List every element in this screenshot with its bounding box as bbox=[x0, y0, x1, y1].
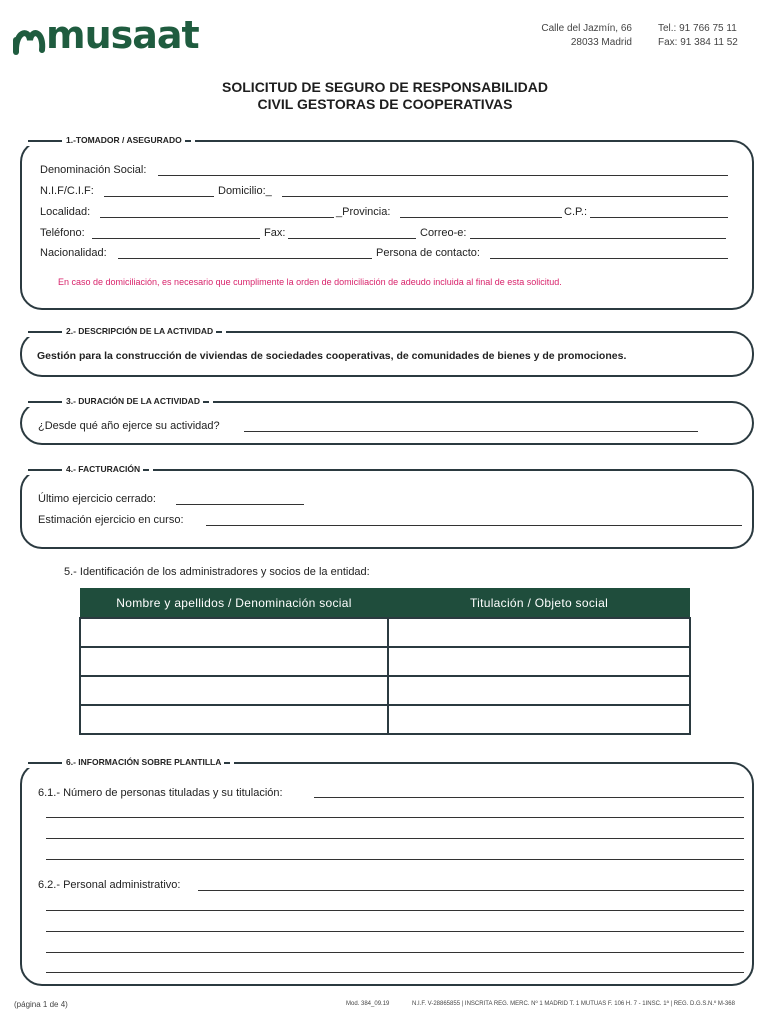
titulacion-cell[interactable] bbox=[388, 618, 690, 647]
section-duracion-heading: 3.- DURACIÓN DE LA ACTIVIDAD bbox=[24, 395, 213, 407]
mod-code: Mod. 384_09.19 bbox=[346, 1001, 390, 1007]
titulacion-cell[interactable] bbox=[388, 705, 690, 734]
fax-label: Fax: bbox=[264, 227, 286, 239]
nombre-cell[interactable] bbox=[80, 676, 388, 705]
estimacion-field[interactable] bbox=[206, 525, 742, 526]
tituladas-label: 6.1.- Número de personas tituladas y su titulación: bbox=[38, 787, 283, 799]
page-title-line2: CIVIL GESTORAS DE COOPERATIVAS bbox=[257, 96, 513, 112]
administrativo-line[interactable] bbox=[46, 931, 744, 932]
address-line2: 28033 Madrid bbox=[570, 37, 632, 48]
domicilio-label: Domicilio:_ bbox=[218, 185, 272, 197]
section-tomador-heading: 1.-TOMADOR / ASEGURADO bbox=[24, 134, 195, 146]
tituladas-field[interactable] bbox=[314, 797, 744, 798]
fax-field[interactable] bbox=[288, 238, 416, 239]
nombre-cell[interactable] bbox=[80, 647, 388, 676]
tel-text: Tel.: 91 766 75 11 bbox=[658, 23, 737, 34]
titulacion-cell[interactable] bbox=[388, 676, 690, 705]
nacionalidad-field[interactable] bbox=[118, 258, 372, 259]
column-header-nombre: Nombre y apellidos / Denominación social bbox=[80, 588, 388, 618]
logo-mark-icon bbox=[12, 18, 46, 58]
nombre-cell[interactable] bbox=[80, 618, 388, 647]
section-plantilla-heading: 6.- INFORMACIÓN SOBRE PLANTILLA bbox=[24, 756, 234, 768]
tituladas-line[interactable] bbox=[46, 817, 744, 818]
table-row bbox=[80, 647, 690, 676]
section-facturacion-heading: 4.- FACTURACIÓN bbox=[24, 463, 153, 475]
nif-field[interactable] bbox=[104, 196, 214, 197]
domiciliacion-note: En caso de domiciliación, es necesario que cumplimente la orden de domiciliación de adeudo incluida al final de esta solicitud. bbox=[58, 277, 562, 287]
contacto-field[interactable] bbox=[490, 258, 728, 259]
contact-block bbox=[658, 22, 758, 50]
telefono-label: Teléfono: bbox=[40, 227, 85, 239]
logo-text: musaat bbox=[46, 13, 199, 57]
table-row bbox=[80, 676, 690, 705]
denominacion-field[interactable] bbox=[158, 175, 728, 176]
desde-anio-label: ¿Desde qué año ejerce su actividad? bbox=[38, 420, 220, 432]
address-line1: Calle del Jazmín, 66 bbox=[541, 23, 632, 34]
tituladas-line[interactable] bbox=[46, 859, 744, 860]
nif-label: N.I.F/C.I.F: bbox=[40, 185, 94, 197]
page-title-line1: SOLICITUD DE SEGURO DE RESPONSABILIDAD bbox=[222, 79, 548, 95]
table-row bbox=[80, 618, 690, 647]
titulacion-cell[interactable] bbox=[388, 647, 690, 676]
administradores-table bbox=[79, 588, 691, 735]
correo-field[interactable] bbox=[470, 238, 726, 239]
table-row bbox=[80, 705, 690, 734]
domicilio-field[interactable] bbox=[282, 196, 728, 197]
cp-field[interactable] bbox=[590, 217, 728, 218]
administrativo-line[interactable] bbox=[46, 952, 744, 953]
section-actividad-heading: 2.- DESCRIPCIÓN DE LA ACTIVIDAD bbox=[24, 325, 226, 337]
nacionalidad-label: Nacionalidad: bbox=[40, 247, 107, 259]
musaat-logo bbox=[12, 13, 202, 58]
page-number: (página 1 de 4) bbox=[14, 1000, 68, 1009]
administrativo-line[interactable] bbox=[46, 910, 744, 911]
administrativo-label: 6.2.- Personal administrativo: bbox=[38, 879, 181, 891]
provincia-label: _Provincia: bbox=[336, 206, 391, 218]
section-facturacion-box bbox=[20, 469, 754, 549]
administradores-heading: 5.- Identificación de los administradores y socios de la entidad: bbox=[64, 566, 370, 578]
administrativo-line[interactable] bbox=[46, 972, 744, 973]
actividad-text: Gestión para la construcción de viviendas de sociedades cooperativas, de comunidades de bienes y de promociones. bbox=[37, 350, 627, 362]
localidad-label: Localidad: bbox=[40, 206, 91, 218]
localidad-field[interactable] bbox=[100, 217, 334, 218]
tituladas-line[interactable] bbox=[46, 838, 744, 839]
fax-text: Fax: 91 384 11 52 bbox=[658, 37, 738, 48]
address-block bbox=[520, 22, 632, 50]
denominacion-label: Denominación Social: bbox=[40, 164, 147, 176]
telefono-field[interactable] bbox=[92, 238, 260, 239]
correo-label: Correo-e: bbox=[420, 227, 467, 239]
desde-anio-field[interactable] bbox=[244, 431, 698, 432]
cp-label: C.P.: bbox=[564, 206, 588, 218]
column-header-titulacion: Titulación / Objeto social bbox=[388, 588, 690, 618]
registry-text: N.I.F. V-28865855 | INSCRITA REG. MERC. Nº 1 MADRID T. 1 MUTUAS F. 106 H. 7 - 1INSC. 1ª | REG. D.G.S.N.º M-368 bbox=[412, 1001, 735, 1007]
nombre-cell[interactable] bbox=[80, 705, 388, 734]
estimacion-label: Estimación ejercicio en curso: bbox=[38, 514, 184, 526]
ultimo-ejercicio-label: Último ejercicio cerrado: bbox=[38, 493, 156, 505]
ultimo-ejercicio-field[interactable] bbox=[176, 504, 304, 505]
provincia-field[interactable] bbox=[400, 217, 562, 218]
contacto-label: Persona de contacto: bbox=[376, 247, 480, 259]
administrativo-field[interactable] bbox=[198, 890, 744, 891]
